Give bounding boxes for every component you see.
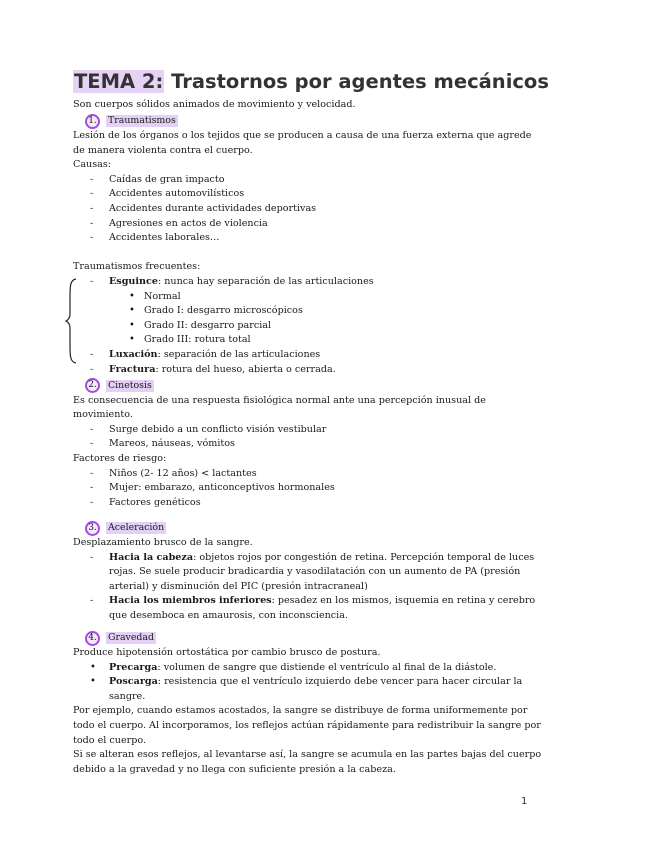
- section-heading-traumatismos: [85, 114, 543, 130]
- list-item: [73, 661, 543, 676]
- list-item: - Caídas de gran impacto: [73, 173, 543, 188]
- definition-text: Produce hipotensión ortostática por cambio brusco de postura.: [73, 647, 381, 658]
- list-item: - Surge debido a un conflicto visión vestibular: [73, 423, 543, 438]
- causes-label: Causas:: [73, 159, 112, 171]
- paragraph: Por ejemplo, cuando estamos acostados, la sangre se distribuye de forma uniformemente por todo el cuerpo. Al incorporamos, los reflejos actúan rápidamente para redistribuir la sangre por todo el cuerpo.: [73, 705, 541, 746]
- term: Hacia la cabeza: [109, 551, 194, 563]
- document-page: [73, 68, 549, 777]
- definition-text: Lesión de los órganos o los tejidos que se producen a causa de una fuerza externa que agrede de manera violenta contra el cuerpo.: [73, 130, 532, 156]
- list-item: - Accidentes durante actividades deportivas: [73, 202, 543, 217]
- frequent-list-cont: [73, 348, 543, 377]
- frequent-list: [73, 275, 543, 290]
- term: Hacia los miembros inferiores: [109, 595, 272, 607]
- list-item: [73, 594, 543, 623]
- definition-text: Es consecuencia de una respuesta fisiológica normal ante una percepción inusual de movimiento.: [73, 394, 486, 421]
- section-number: 2.: [85, 378, 100, 393]
- section-heading-aceleracion: [85, 520, 543, 536]
- term-desc: : resistencia que el ventrículo izquierdo debe vencer para hacer circular la sangre.: [109, 676, 523, 702]
- section-number: 3.: [85, 521, 100, 536]
- list-item: - Factores genéticos: [73, 496, 543, 511]
- section-number: 4.: [85, 631, 100, 646]
- list-item: [73, 275, 543, 290]
- frequent-label: Traumatismos frecuentes:: [73, 261, 201, 273]
- list-item: • Normal: [73, 290, 543, 305]
- risk-list: [73, 467, 543, 511]
- page-number: 1: [521, 796, 528, 807]
- intro-text: Son cuerpos sólidos animados de movimiento y velocidad.: [73, 99, 356, 110]
- list-item: - Agresiones en actos de violencia: [73, 217, 543, 232]
- term: Poscarga: [109, 676, 158, 688]
- cinetosis-list: [73, 423, 543, 452]
- risk-label: Factores de riesgo:: [73, 453, 167, 465]
- list-item: [73, 363, 543, 378]
- term-desc: : nunca hay separación de las articulaciones: [157, 276, 374, 288]
- page-title: [73, 68, 549, 96]
- list-item: • Grado I: desgarro microscópicos: [73, 304, 543, 319]
- list-item: - Mujer: embarazo, anticonceptivos hormonales: [73, 481, 543, 496]
- curly-brace-icon: [65, 278, 77, 364]
- list-item: - Accidentes laborales…: [73, 231, 543, 246]
- list-item: • Grado III: rotura total: [73, 333, 543, 348]
- term-desc: : rotura del hueso, abierta o cerrada.: [155, 363, 336, 375]
- term-desc: : objetos rojos por congestión de retina. Percepción temporal de luces rojas. Se suele producir bradicardia y vasodilatación con un aumento de PA (presión arterial) y disminución del PIC (presión intracraneal): [109, 551, 535, 592]
- grados-list: [73, 290, 543, 348]
- list-item: [73, 675, 543, 704]
- section-number: 1.: [85, 114, 100, 129]
- list-item: - Mareos, náuseas, vómitos: [73, 437, 543, 452]
- title-rest: Trastornos por agentes mecánicos: [164, 70, 549, 93]
- list-item: [73, 551, 543, 595]
- term: Fractura: [109, 363, 156, 375]
- section-title: Aceleración: [108, 522, 165, 534]
- list-item: • Grado II: desgarro parcial: [73, 319, 543, 334]
- aceleracion-list: [73, 551, 543, 624]
- causes-list: [73, 173, 543, 246]
- section-heading-cinetosis: [85, 378, 543, 394]
- title-prefix: TEMA 2:: [74, 70, 164, 93]
- term-desc: : pesadez en los mismos, isquemia en retina y cerebro que desemboca en amaurosis, con inconsciencia.: [109, 595, 536, 621]
- term: Luxación: [109, 349, 158, 360]
- section-title: Cinetosis: [108, 379, 152, 391]
- definition-text: Desplazamiento brusco de la sangre.: [73, 536, 253, 548]
- list-item: [73, 348, 543, 363]
- term-desc: : separación de las articulaciones: [157, 349, 321, 360]
- gravedad-list: [73, 661, 543, 705]
- list-item: - Niños (2- 12 años) < lactantes: [73, 467, 543, 482]
- list-item: - Accidentes automovilísticos: [73, 187, 543, 202]
- section-title: Traumatismos: [108, 115, 176, 127]
- paragraph: Si se alteran esos reflejos, al levantarse así, la sangre se acumula en las partes bajas del cuerpo debido a la gravedad y no llega con suficiente presión a la cabeza.: [73, 749, 542, 775]
- section-heading-gravedad: [85, 631, 543, 647]
- term-desc: : volumen de sangre que distiende el ventrículo al final de la diástole.: [157, 661, 497, 673]
- term: Esguince: [109, 276, 158, 288]
- term: Precarga: [109, 661, 158, 673]
- section-title: Gravedad: [108, 632, 154, 644]
